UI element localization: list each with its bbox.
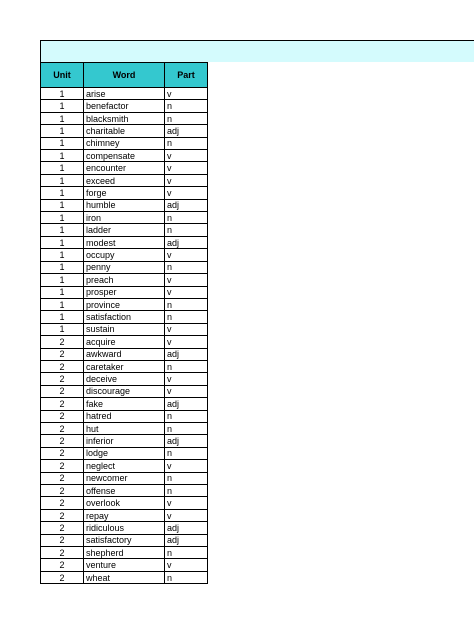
- word-cell: exceed: [84, 174, 165, 186]
- part-cell: n: [165, 224, 208, 236]
- part-cell: adj: [165, 125, 208, 137]
- table-row: [41, 522, 208, 534]
- unit-cell: 2: [41, 472, 84, 484]
- table-row: [41, 509, 208, 521]
- part-cell: n: [165, 485, 208, 497]
- table-row: [41, 385, 208, 397]
- word-cell: compensate: [84, 150, 165, 162]
- unit-cell: 2: [41, 522, 84, 534]
- unit-cell: 2: [41, 497, 84, 509]
- table-body: [41, 88, 208, 584]
- word-cell: province: [84, 298, 165, 310]
- table-row: [41, 472, 208, 484]
- unit-cell: 2: [41, 447, 84, 459]
- table-row: [41, 199, 208, 211]
- table-row: [41, 435, 208, 447]
- word-cell: venture: [84, 559, 165, 571]
- part-cell: adj: [165, 199, 208, 211]
- table-row: [41, 150, 208, 162]
- word-cell: arise: [84, 88, 165, 100]
- table-row: [41, 224, 208, 236]
- table-row: [41, 236, 208, 248]
- table-row: [41, 298, 208, 310]
- title-banner: [40, 40, 474, 62]
- table-row: [41, 212, 208, 224]
- unit-cell: 2: [41, 422, 84, 434]
- part-cell: n: [165, 112, 208, 124]
- word-cell: ridiculous: [84, 522, 165, 534]
- table-row: [41, 88, 208, 100]
- part-cell: v: [165, 187, 208, 199]
- unit-cell: 2: [41, 460, 84, 472]
- word-cell: wheat: [84, 571, 165, 583]
- table-row: [41, 447, 208, 459]
- part-cell: v: [165, 174, 208, 186]
- unit-cell: 1: [41, 274, 84, 286]
- word-cell: overlook: [84, 497, 165, 509]
- unit-cell: 1: [41, 150, 84, 162]
- unit-cell: 2: [41, 509, 84, 521]
- part-cell: v: [165, 274, 208, 286]
- table-row: [41, 323, 208, 335]
- word-cell: shepherd: [84, 547, 165, 559]
- unit-cell: 1: [41, 286, 84, 298]
- part-cell: n: [165, 100, 208, 112]
- table-row: [41, 348, 208, 360]
- part-cell: v: [165, 150, 208, 162]
- unit-cell: 1: [41, 162, 84, 174]
- table-row: [41, 410, 208, 422]
- part-cell: n: [165, 298, 208, 310]
- part-column-header: Part: [165, 63, 208, 88]
- word-cell: encounter: [84, 162, 165, 174]
- unit-cell: 2: [41, 571, 84, 583]
- table-row: [41, 125, 208, 137]
- table-row: [41, 261, 208, 273]
- unit-cell: 1: [41, 298, 84, 310]
- part-cell: v: [165, 559, 208, 571]
- unit-cell: 1: [41, 125, 84, 137]
- table-row: [41, 100, 208, 112]
- word-cell: discourage: [84, 385, 165, 397]
- table-row: [41, 534, 208, 546]
- unit-cell: 1: [41, 261, 84, 273]
- word-cell: forge: [84, 187, 165, 199]
- part-cell: v: [165, 249, 208, 261]
- unit-cell: 1: [41, 199, 84, 211]
- table-row: [41, 360, 208, 372]
- part-cell: adj: [165, 435, 208, 447]
- word-cell: awkward: [84, 348, 165, 360]
- table-row: [41, 249, 208, 261]
- unit-cell: 2: [41, 373, 84, 385]
- word-cell: chimney: [84, 137, 165, 149]
- unit-cell: 1: [41, 100, 84, 112]
- word-cell: humble: [84, 199, 165, 211]
- unit-cell: 1: [41, 224, 84, 236]
- unit-cell: 1: [41, 88, 84, 100]
- word-cell: offense: [84, 485, 165, 497]
- table-row: [41, 460, 208, 472]
- part-cell: v: [165, 323, 208, 335]
- unit-cell: 2: [41, 559, 84, 571]
- unit-cell: 1: [41, 249, 84, 261]
- part-cell: v: [165, 336, 208, 348]
- part-cell: n: [165, 547, 208, 559]
- word-cell: inferior: [84, 435, 165, 447]
- word-cell: deceive: [84, 373, 165, 385]
- part-cell: adj: [165, 236, 208, 248]
- table-row: [41, 336, 208, 348]
- word-cell: satisfaction: [84, 311, 165, 323]
- table-row: [41, 571, 208, 583]
- part-cell: n: [165, 137, 208, 149]
- table-row: [41, 422, 208, 434]
- word-cell: iron: [84, 212, 165, 224]
- word-cell: fake: [84, 398, 165, 410]
- word-cell: preach: [84, 274, 165, 286]
- table-row: [41, 547, 208, 559]
- word-column-header: Word: [84, 63, 165, 88]
- part-cell: v: [165, 373, 208, 385]
- part-cell: n: [165, 447, 208, 459]
- unit-cell: 1: [41, 236, 84, 248]
- word-cell: neglect: [84, 460, 165, 472]
- word-cell: hut: [84, 422, 165, 434]
- part-cell: v: [165, 162, 208, 174]
- part-cell: n: [165, 261, 208, 273]
- word-cell: acquire: [84, 336, 165, 348]
- table-row: [41, 174, 208, 186]
- table-row: [41, 373, 208, 385]
- word-cell: occupy: [84, 249, 165, 261]
- word-cell: ladder: [84, 224, 165, 236]
- table-row: [41, 187, 208, 199]
- unit-cell: 1: [41, 187, 84, 199]
- word-cell: caretaker: [84, 360, 165, 372]
- word-cell: repay: [84, 509, 165, 521]
- unit-column-header: Unit: [41, 63, 84, 88]
- unit-cell: 2: [41, 348, 84, 360]
- part-cell: v: [165, 88, 208, 100]
- unit-cell: 2: [41, 410, 84, 422]
- word-cell: hatred: [84, 410, 165, 422]
- unit-cell: 1: [41, 212, 84, 224]
- table-row: [41, 485, 208, 497]
- title-banner-cell: [41, 41, 207, 62]
- unit-cell: 2: [41, 534, 84, 546]
- vocabulary-table: [40, 62, 208, 584]
- part-cell: adj: [165, 534, 208, 546]
- table-row: [41, 311, 208, 323]
- part-cell: n: [165, 410, 208, 422]
- table-row: [41, 497, 208, 509]
- word-cell: benefactor: [84, 100, 165, 112]
- word-cell: modest: [84, 236, 165, 248]
- part-cell: adj: [165, 522, 208, 534]
- unit-cell: 2: [41, 435, 84, 447]
- table-row: [41, 559, 208, 571]
- unit-cell: 1: [41, 174, 84, 186]
- part-cell: v: [165, 385, 208, 397]
- part-cell: n: [165, 472, 208, 484]
- table-row: [41, 274, 208, 286]
- word-cell: satisfactory: [84, 534, 165, 546]
- part-cell: n: [165, 571, 208, 583]
- table-header-row: [41, 63, 208, 88]
- unit-cell: 1: [41, 323, 84, 335]
- table-row: [41, 162, 208, 174]
- word-cell: blacksmith: [84, 112, 165, 124]
- unit-cell: 2: [41, 360, 84, 372]
- part-cell: adj: [165, 348, 208, 360]
- part-cell: v: [165, 286, 208, 298]
- word-cell: prosper: [84, 286, 165, 298]
- table-row: [41, 137, 208, 149]
- unit-cell: 1: [41, 311, 84, 323]
- word-cell: lodge: [84, 447, 165, 459]
- part-cell: adj: [165, 398, 208, 410]
- part-cell: v: [165, 509, 208, 521]
- part-cell: n: [165, 311, 208, 323]
- part-cell: n: [165, 422, 208, 434]
- unit-cell: 1: [41, 112, 84, 124]
- word-cell: charitable: [84, 125, 165, 137]
- part-cell: n: [165, 360, 208, 372]
- unit-cell: 2: [41, 336, 84, 348]
- table-row: [41, 112, 208, 124]
- unit-cell: 1: [41, 137, 84, 149]
- part-cell: n: [165, 212, 208, 224]
- word-cell: penny: [84, 261, 165, 273]
- word-cell: newcomer: [84, 472, 165, 484]
- part-cell: v: [165, 497, 208, 509]
- part-cell: v: [165, 460, 208, 472]
- table-row: [41, 286, 208, 298]
- unit-cell: 2: [41, 398, 84, 410]
- unit-cell: 2: [41, 485, 84, 497]
- unit-cell: 2: [41, 547, 84, 559]
- table-row: [41, 398, 208, 410]
- unit-cell: 2: [41, 385, 84, 397]
- word-cell: sustain: [84, 323, 165, 335]
